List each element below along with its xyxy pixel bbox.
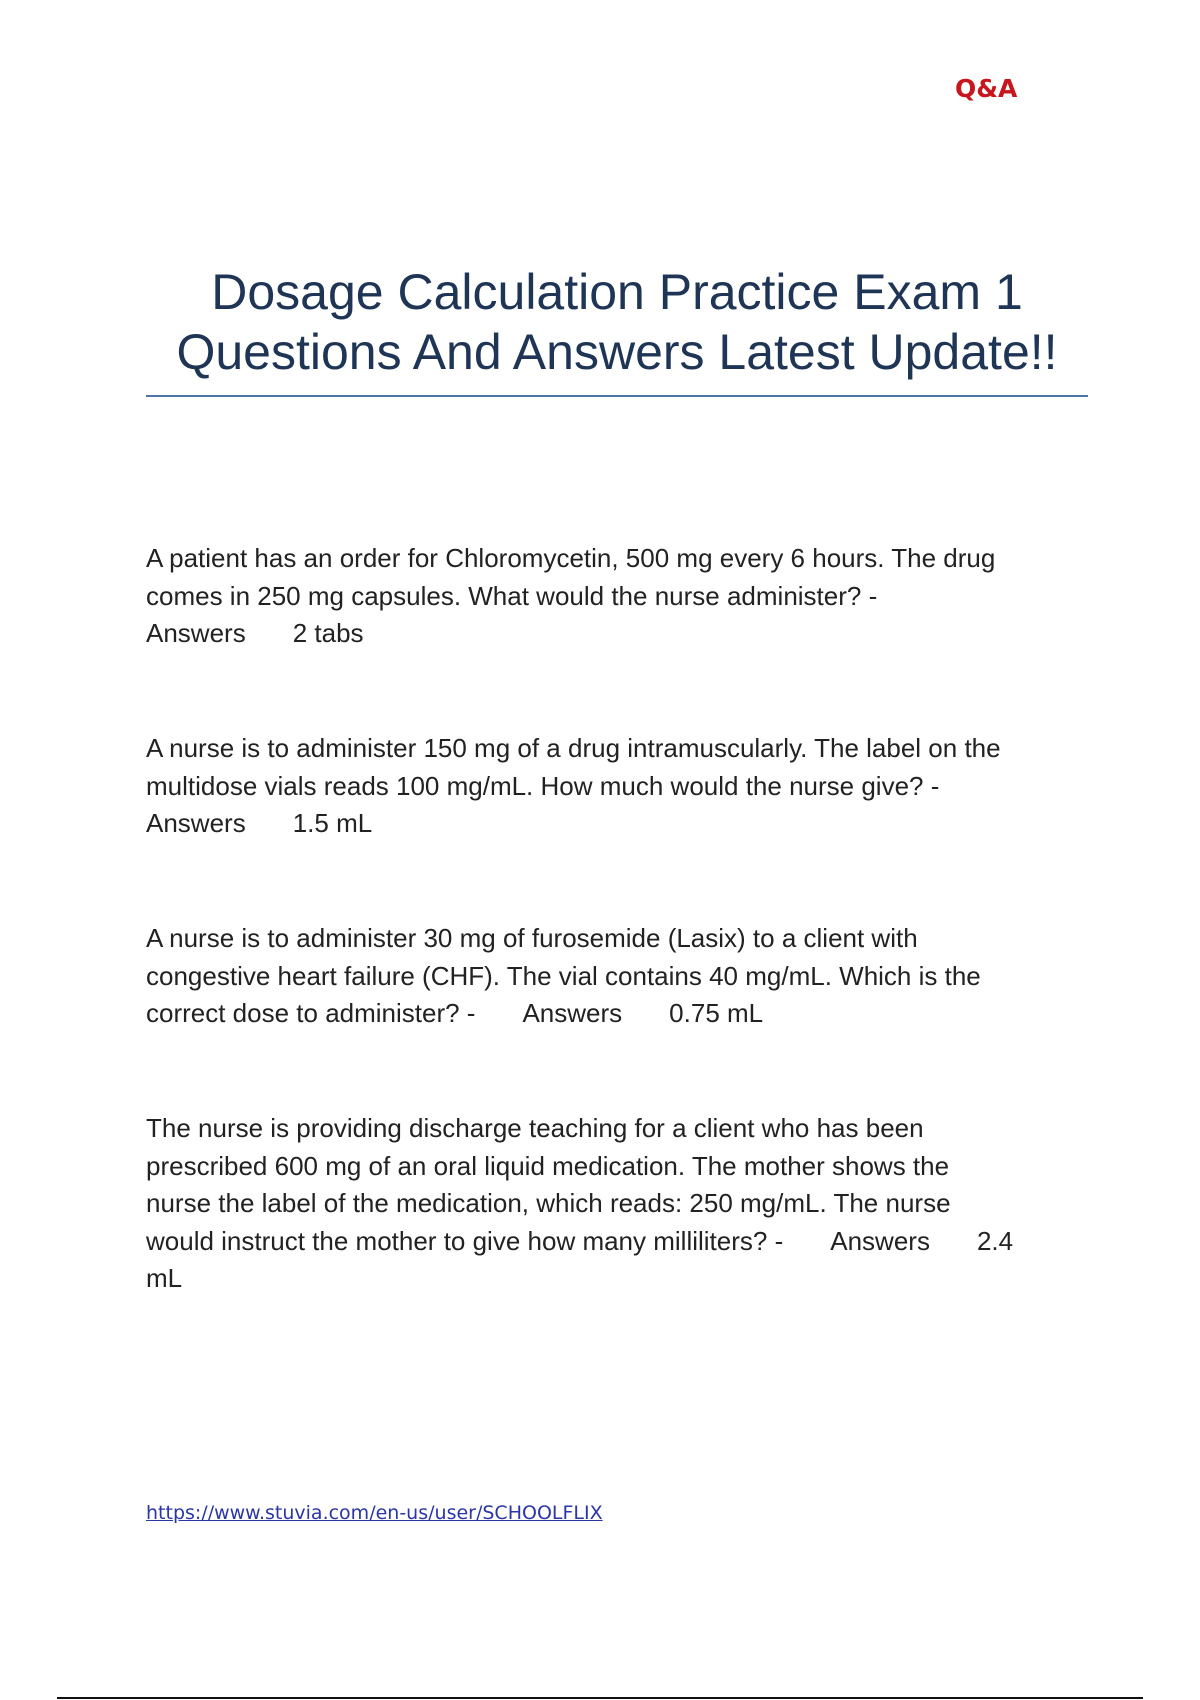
title-line-1: Dosage Calculation Practice Exam 1 — [211, 264, 1023, 320]
footer-divider — [57, 1697, 1143, 1699]
answer-line — [146, 1223, 1096, 1261]
question-text-line: A nurse is to administer 150 mg of a drug intramuscularly. The label on the — [146, 733, 1001, 763]
question-text-line: comes in 250 mg capsules. What would the nurse administer? - — [146, 580, 878, 611]
answers-label: Answers — [830, 1225, 930, 1256]
qa-item-3 — [146, 920, 1096, 1033]
question-text-line: A nurse is to administer 30 mg of furosemide (Lasix) to a client with — [146, 923, 918, 953]
answer-value: 2.4 — [976, 1225, 1014, 1256]
stuvia-profile-link[interactable]: https://www.stuvia.com/en-us/user/SCHOOLFLIX — [146, 1502, 603, 1524]
qa-item-4 — [146, 1110, 1096, 1298]
document-title — [146, 262, 1088, 382]
question-text-line: The nurse is providing discharge teaching for a client who has been — [146, 1113, 924, 1143]
qa-badge: Q&A — [955, 74, 1018, 103]
question-text-line: A patient has an order for Chloromycetin, 500 mg every 6 hours. The drug — [146, 543, 996, 573]
answers-label: Answers — [522, 998, 623, 1028]
title-underline — [146, 395, 1088, 397]
qa-item-1 — [146, 540, 1096, 653]
question-text-line: congestive heart failure (CHF). The vial contains 40 mg/mL. Which is the — [146, 960, 981, 991]
answers-label: Answers — [146, 618, 246, 648]
answer-line — [146, 615, 1096, 653]
answer-line — [146, 805, 1096, 843]
question-text-line: multidose vials reads 100 mg/mL. How much would the nurse give? - — [146, 770, 940, 801]
answer-value: 1.5 mL — [292, 808, 373, 838]
qa-item-2 — [146, 730, 1096, 843]
answer-value: 2 tabs — [292, 618, 364, 648]
question-text-line: prescribed 600 mg of an oral liquid medication. The mother shows the — [146, 1150, 950, 1181]
question-text-tail: would instruct the mother to give how many milliliters? - — [146, 1225, 784, 1256]
title-line-2: Questions And Answers Latest Update!! — [176, 324, 1058, 380]
answer-value: 0.75 mL — [669, 998, 764, 1028]
answer-unit: mL — [146, 1263, 183, 1293]
answers-label: Answers — [146, 808, 246, 838]
question-text-line: nurse the label of the medication, which reads: 250 mg/mL. The nurse — [146, 1188, 951, 1218]
answer-line — [146, 995, 1096, 1033]
question-text-tail: correct dose to administer? - — [146, 998, 476, 1028]
